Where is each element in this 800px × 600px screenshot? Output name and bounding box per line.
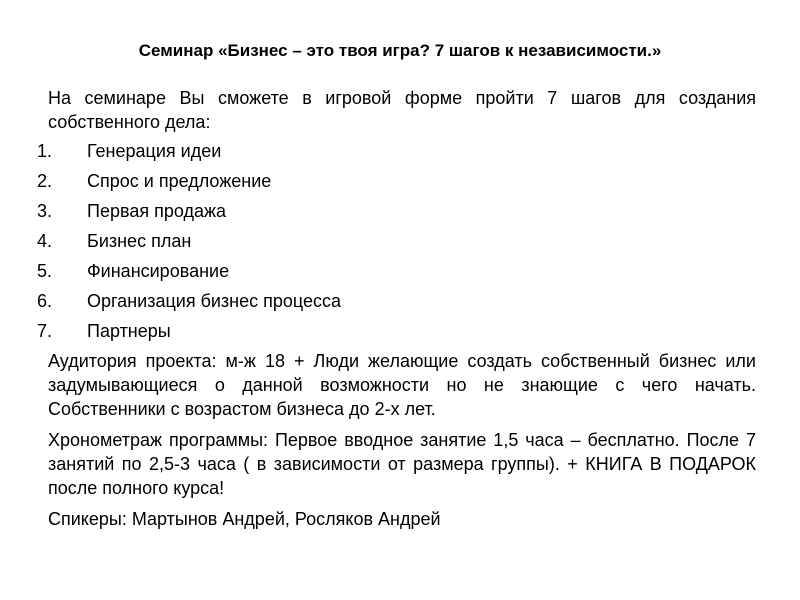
speakers-line: Спикеры: Мартынов Андрей, Росляков Андрей [48, 509, 441, 529]
list-item [37, 136, 756, 166]
step-number: 6. [37, 291, 53, 311]
timing-paragraph: Хронометраж программы: Первое вводное занятие 1,5 часа – бесплатно. После 7 занятий по 2,5-3 часа ( в зависимости от размера группы). + КНИГА В ПОДАРОК после полного курса! [48, 430, 756, 498]
step-number: 1. [37, 141, 53, 161]
step-number: 5. [37, 261, 53, 281]
slide-body [37, 86, 756, 531]
slide-title: Семинар «Бизнес – это твоя игра? 7 шагов к независимости.» [138, 41, 662, 60]
list-item [37, 316, 756, 346]
step-label: Партнеры [87, 321, 171, 341]
step-label: Финансирование [87, 261, 230, 281]
step-number: 2. [37, 171, 53, 191]
step-label: Организация бизнес процесса [87, 291, 342, 311]
step-label: Первая продажа [87, 201, 227, 221]
list-item [37, 196, 756, 226]
step-number: 7. [37, 321, 53, 341]
step-number: 4. [37, 231, 53, 251]
list-item [37, 166, 756, 196]
list-item [37, 286, 756, 316]
step-label: Генерация идеи [87, 141, 222, 161]
step-label: Бизнес план [87, 231, 192, 251]
list-item [37, 226, 756, 256]
steps-list [37, 136, 756, 346]
step-label: Спрос и предложение [87, 171, 272, 191]
intro-paragraph: На семинаре Вы сможете в игровой форме пройти 7 шагов для создания собственного дела: [48, 88, 756, 132]
step-number: 3. [37, 201, 53, 221]
list-item [37, 256, 756, 286]
audience-paragraph: Аудитория проекта: м-ж 18 + Люди желающие создать собственный бизнес или задумывающиеся о данной возможности но не знающие с чего начать. Собственники с возрастом бизнеса до 2-х лет. [48, 351, 756, 419]
